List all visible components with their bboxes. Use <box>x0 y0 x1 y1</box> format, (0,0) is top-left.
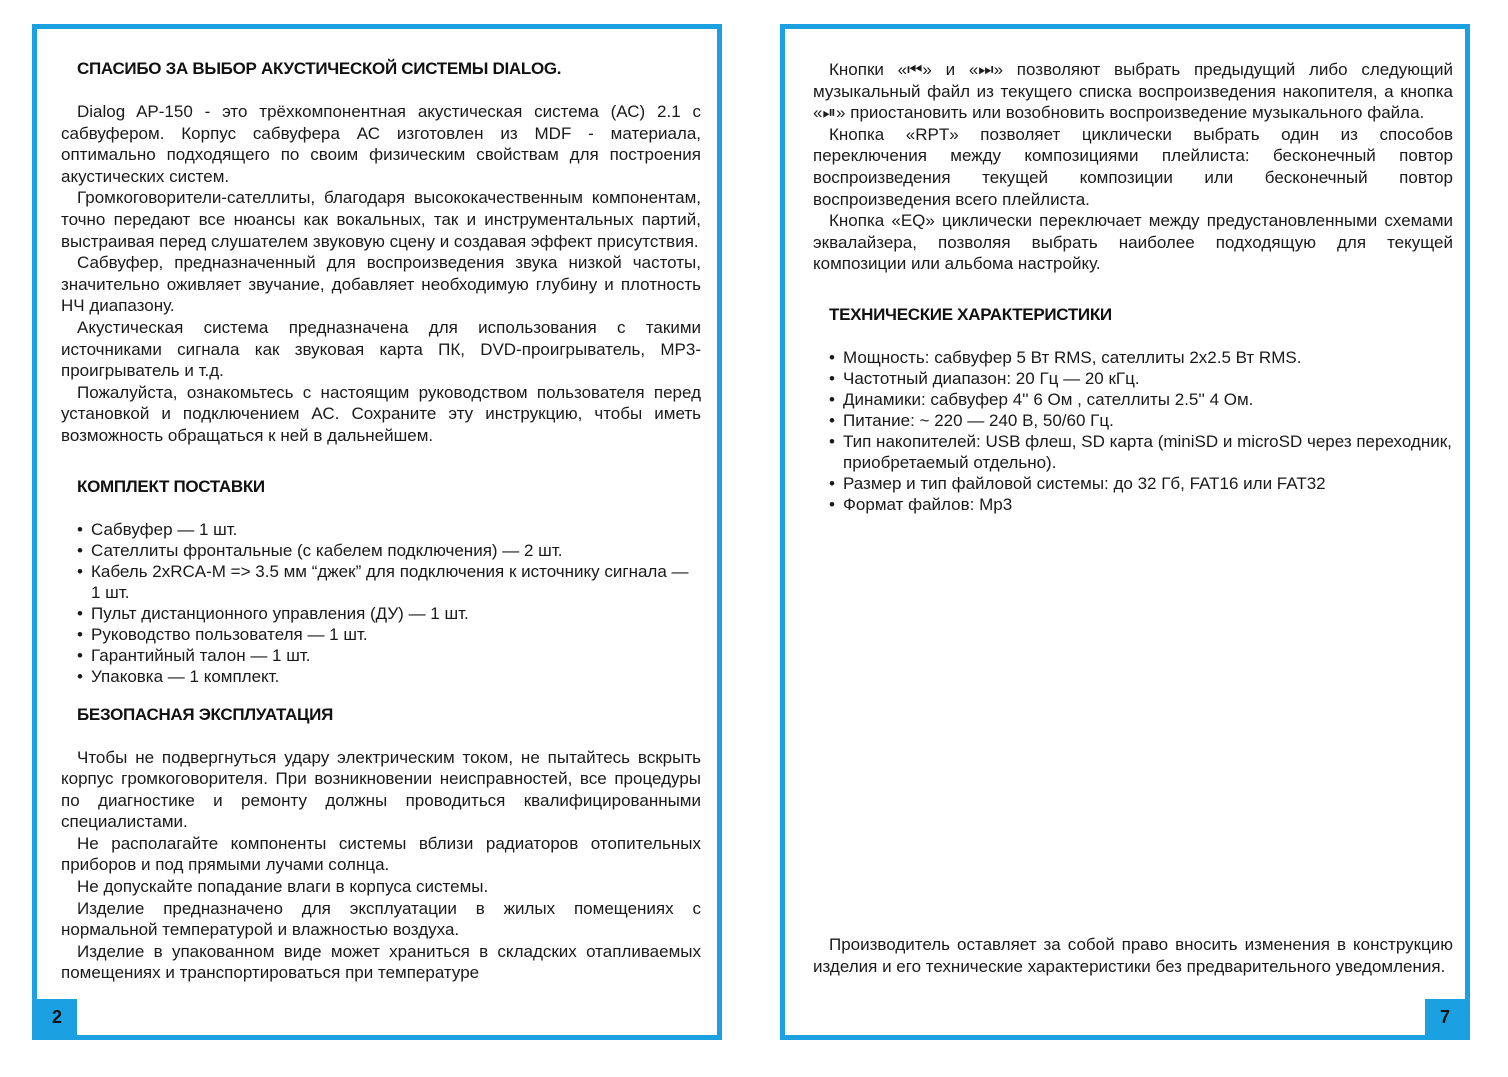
left-page <box>32 24 722 1040</box>
safety-paragraph: Изделие предназначено для эксплуатации в жилых помещениях с нормальной температурой и влажностью воздуха. <box>61 898 701 940</box>
intro-paragraph: Акустическая система предназначена для использования с такими источниками сигнала как звуковая карта ПК, DVD-проигрыватель, MP3-проигрыватель и т.д. <box>61 317 701 381</box>
control-paragraph: Кнопка «EQ» циклически переключает между предустановленными схемами эквалайзера, позволяя выбрать наиболее подходящую для текущей композиции или альбома настройку. <box>813 211 1453 274</box>
intro-paragraph: Сабвуфер, предназначенный для воспроизведения звука низкой частоты, значительно оживляет звучание, добавляет необходимую глубину и плотность НЧ диапазону. <box>61 253 701 316</box>
spec-item: • Размер и тип файловой системы: до 32 Гб, FAT16 или FAT32 <box>829 473 1453 494</box>
intro-paragraph: Пожалуйста, ознакомьтесь с настоящим руководством пользователя перед установкой и подключением АС. Сохраните эту инструкцию, чтобы иметь возможность обращаться к ней в дальнейшем. <box>61 382 701 445</box>
spec-item: • Динамики: сабвуфер 4'' 6 Ом , сателлиты 2.5'' 4 Ом. <box>829 389 1453 410</box>
safety-paragraph: Не допускайте попадание влаги в корпуса системы. <box>77 877 489 897</box>
spec-item: • Формат файлов: Mp3 <box>829 494 1453 515</box>
intro-heading: СПАСИБО ЗА ВЫБОР АКУСТИЧЕСКОЙ СИСТЕМЫ DIALOG. <box>77 59 562 78</box>
spec-item: • Тип накопителей: USB флеш, SD карта (miniSD и microSD через переходник, приобретаемый отдельно). <box>829 431 1453 473</box>
manufacturer-notice <box>813 934 1453 977</box>
safety-paragraph: Не располагайте компоненты системы вблизи радиаторов отопительных приборов и под прямыми лучами солнца. <box>61 833 701 875</box>
left-page-content <box>61 59 701 984</box>
intro-paragraph: Dialog AP-150 - это трёхкомпонентная акустическая система (АС) 2.1 с сабвуфером. Корпус сабвуфера АС изготовлен из MDF - материала, оптимально подходящего по своим физическим свойствам для построения акустических систем. <box>61 102 701 186</box>
intro-paragraph: Громкоговорители-сателлиты, благодаря высококачественным компонентам, точно передают все нюансы как вокальных, так и инструментальных партий, выстраивая перед слушателем звуковую сцену и создавая эффект присутствия. <box>61 188 701 251</box>
right-page-content <box>813 59 1453 533</box>
kit-heading: КОМПЛЕКТ ПОСТАВКИ <box>77 476 265 496</box>
specs-list <box>813 347 1453 515</box>
notice-paragraph: Производитель оставляет за собой право вносить изменения в конструкцию изделия и его технические характеристики без предварительного уведомления. <box>813 935 1453 976</box>
control-paragraph: Кнопка «RPT» позволяет циклически выбрать один из способов переключения между композициями плейлиста: бесконечный повтор воспроизведения текущей композиции или бесконечный повтор воспроизведения всего плейлиста. <box>813 124 1453 209</box>
control-paragraph: Кнопки «⏮» и «⏭» позволяют выбрать предыдущий либо следующий музыкальный файл из текущего списка воспроизведения накопителя, а кнопка «⏯» приостановить или возобновить воспроизведение музыкального файла. <box>813 60 1453 123</box>
kit-list-item: • Упаковка — 1 комплект. <box>77 666 701 687</box>
page-number: 7 <box>1425 999 1465 1035</box>
safety-paragraph: Изделие в упакованном виде может храниться в складских отапливаемых помещениях и транспортироваться при температуре <box>61 941 701 983</box>
safety-heading: БЕЗОПАСНАЯ ЭКСПЛУАТАЦИЯ <box>77 704 333 724</box>
specs-heading: ТЕХНИЧЕСКИЕ ХАРАКТЕРИСТИКИ <box>829 304 1112 324</box>
kit-list-item: • Пульт дистанционного управления (ДУ) — 1 шт. <box>77 603 701 624</box>
kit-list <box>61 519 701 687</box>
spec-item: • Частотный диапазон: 20 Гц — 20 кГц. <box>829 368 1453 389</box>
spec-item: • Мощность: сабвуфер 5 Вт RMS, сателлиты 2х2.5 Вт RMS. <box>829 347 1453 368</box>
kit-list-item: • Руководство пользователя — 1 шт. <box>77 624 701 645</box>
kit-list-item: • Сабвуфер — 1 шт. <box>77 519 701 540</box>
right-page <box>780 24 1470 1040</box>
kit-list-item: • Гарантийный талон — 1 шт. <box>77 645 701 666</box>
kit-list-item: • Сателлиты фронтальные (с кабелем подключения) — 2 шт. <box>77 540 701 561</box>
safety-paragraph: Чтобы не подвергнуться удару электрическим током, не пытайтесь вскрыть корпус громкоговорителя. При возникновении неисправностей, все процедуры по диагностике и ремонту должны проводиться квалифицированными специалистами. <box>61 747 701 832</box>
spec-item: • Питание: ~ 220 — 240 В, 50/60 Гц. <box>829 410 1453 431</box>
page-number: 2 <box>37 999 77 1035</box>
kit-list-item: • Кабель 2xRCA-M => 3.5 мм “джек” для подключения к источнику сигнала — 1 шт. <box>77 561 701 603</box>
